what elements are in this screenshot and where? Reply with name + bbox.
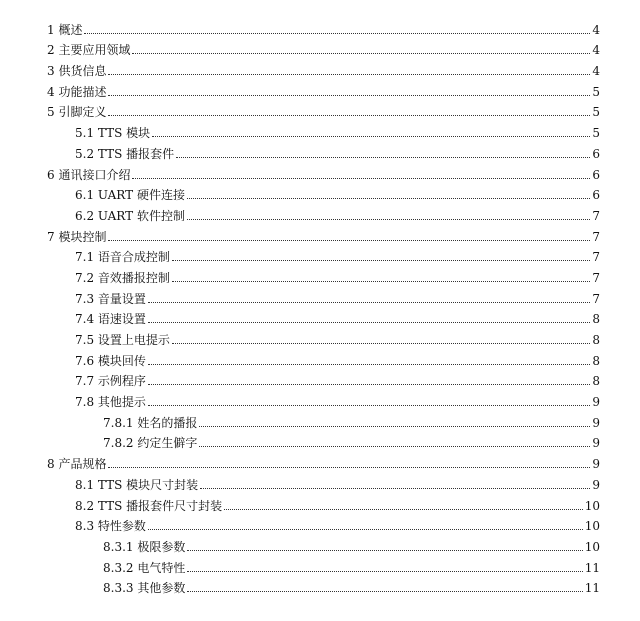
toc-entry[interactable] bbox=[0, 575, 640, 596]
toc-entry[interactable] bbox=[0, 409, 640, 430]
toc-dot-leader bbox=[187, 570, 582, 572]
toc-page-number: 7 bbox=[592, 229, 600, 244]
toc-entry-title: 8.3 特性参数 bbox=[75, 519, 146, 534]
toc-page-number: 4 bbox=[592, 22, 600, 37]
toc-dot-leader bbox=[132, 52, 590, 54]
toc-dot-leader bbox=[148, 301, 590, 303]
toc-entry[interactable] bbox=[0, 99, 640, 120]
toc-page-number: 4 bbox=[592, 64, 600, 79]
toc-entry-title: 7 模块控制 bbox=[47, 229, 107, 244]
toc-entry-title: 7.1 语音合成控制 bbox=[75, 250, 170, 265]
toc-entry-title: 7.7 示例程序 bbox=[75, 374, 146, 389]
toc-page-number: 4 bbox=[592, 43, 600, 58]
toc-page-number: 6 bbox=[592, 146, 600, 161]
toc-entry[interactable] bbox=[0, 37, 640, 58]
toc-entry-title: 3 供货信息 bbox=[47, 64, 107, 79]
toc-entry[interactable] bbox=[0, 78, 640, 99]
toc-dot-leader bbox=[187, 218, 590, 220]
toc-entry-title: 6.1 UART 硬件连接 bbox=[75, 188, 185, 203]
toc-page-number: 9 bbox=[592, 457, 600, 472]
toc-entry-title: 8.3.3 其他参数 bbox=[103, 581, 186, 596]
toc-entry-title: 7.8 其他提示 bbox=[75, 395, 146, 410]
toc-entry-title: 7.5 设置上电提示 bbox=[75, 333, 170, 347]
toc-page-number: 11 bbox=[584, 581, 600, 596]
toc-entry-title: 5.2 TTS 播报套件 bbox=[75, 146, 175, 161]
toc-entry[interactable] bbox=[0, 161, 640, 182]
toc-page-number: 7 bbox=[592, 208, 600, 223]
toc-entry[interactable] bbox=[0, 285, 640, 306]
toc-entry[interactable] bbox=[0, 450, 640, 471]
toc-entry[interactable] bbox=[0, 554, 640, 575]
toc-page-number: 6 bbox=[592, 188, 600, 203]
toc-page-number: 9 bbox=[592, 395, 600, 410]
toc-entry[interactable] bbox=[0, 223, 640, 244]
toc-dot-leader bbox=[148, 528, 583, 530]
toc-page-number: 7 bbox=[592, 291, 600, 306]
toc-entry[interactable] bbox=[0, 326, 640, 347]
toc-page-number: 7 bbox=[592, 250, 600, 265]
toc-dot-leader bbox=[187, 590, 582, 592]
toc-entry-title: 8.2 TTS 播报套件尺寸封装 bbox=[75, 498, 223, 513]
toc-dot-leader bbox=[187, 197, 590, 199]
toc-entry-title: 8.3.2 电气特性 bbox=[103, 560, 186, 575]
toc-page-number: 8 bbox=[592, 312, 600, 327]
toc-entry-title: 5.1 TTS 模块 bbox=[75, 126, 151, 141]
toc-entry-title: 7.8.2 约定生僻字 bbox=[103, 436, 198, 451]
toc-entry-title: 1 概述 bbox=[47, 22, 83, 37]
toc-entry-title: 7.3 音量设置 bbox=[75, 291, 146, 306]
toc-entry-title: 5 引脚定义 bbox=[47, 105, 107, 120]
toc-entry-title: 2 主要应用领域 bbox=[47, 43, 131, 58]
table-of-contents bbox=[0, 16, 640, 595]
toc-entry-title: 7.4 语速设置 bbox=[75, 312, 146, 327]
toc-entry[interactable] bbox=[0, 244, 640, 265]
toc-dot-leader bbox=[84, 32, 590, 34]
toc-entry[interactable] bbox=[0, 306, 640, 327]
toc-dot-leader bbox=[176, 156, 590, 158]
toc-entry[interactable] bbox=[0, 513, 640, 534]
toc-entry-title: 8.3.1 极限参数 bbox=[103, 539, 186, 554]
toc-page-number: 8 bbox=[592, 353, 600, 368]
toc-dot-leader bbox=[200, 487, 590, 489]
toc-page-number: 9 bbox=[592, 477, 600, 492]
toc-page-number: 10 bbox=[584, 519, 600, 534]
toc-dot-leader bbox=[224, 508, 583, 510]
toc-page-number: 6 bbox=[592, 167, 600, 182]
toc-entry[interactable] bbox=[0, 388, 640, 409]
toc-entry-title: 8 产品规格 bbox=[47, 457, 107, 472]
toc-entry-title: 7.2 音效播报控制 bbox=[75, 270, 170, 285]
toc-entry-title: 8.1 TTS 模块尺寸封装 bbox=[75, 477, 199, 492]
toc-dot-leader bbox=[148, 383, 590, 385]
toc-dot-leader bbox=[108, 73, 590, 75]
toc-entry[interactable] bbox=[0, 533, 640, 554]
toc-dot-leader bbox=[108, 239, 590, 241]
toc-dot-leader bbox=[108, 466, 590, 468]
toc-entry-title: 7.6 模块回传 bbox=[75, 353, 146, 368]
toc-dot-leader bbox=[148, 404, 590, 406]
toc-entry[interactable] bbox=[0, 471, 640, 492]
toc-entry[interactable] bbox=[0, 182, 640, 203]
toc-dot-leader bbox=[148, 363, 590, 365]
toc-entry[interactable] bbox=[0, 119, 640, 140]
toc-dot-leader bbox=[187, 549, 582, 551]
toc-page-number: 7 bbox=[592, 270, 600, 285]
toc-entry[interactable] bbox=[0, 430, 640, 451]
toc-entry[interactable] bbox=[0, 202, 640, 223]
toc-dot-leader bbox=[199, 445, 590, 447]
toc-entry[interactable] bbox=[0, 368, 640, 389]
toc-page-number: 10 bbox=[584, 498, 600, 513]
toc-dot-leader bbox=[132, 177, 590, 179]
toc-entry[interactable] bbox=[0, 347, 640, 368]
toc-dot-leader bbox=[108, 94, 590, 96]
toc-entry[interactable] bbox=[0, 16, 640, 37]
toc-page-number: 5 bbox=[592, 126, 600, 141]
toc-dot-leader bbox=[199, 425, 590, 427]
toc-page-number: 11 bbox=[584, 560, 600, 575]
toc-dot-leader bbox=[152, 135, 590, 137]
toc-entry-title: 7.8.1 姓名的播报 bbox=[103, 415, 198, 430]
toc-page-number: 9 bbox=[592, 436, 600, 451]
toc-page-number: 9 bbox=[592, 415, 600, 430]
toc-dot-leader bbox=[172, 342, 590, 344]
toc-dot-leader bbox=[172, 280, 590, 282]
toc-dot-leader bbox=[108, 114, 590, 116]
toc-entry-title: 4 功能描述 bbox=[47, 84, 107, 99]
toc-entry-title: 6.2 UART 软件控制 bbox=[75, 208, 185, 223]
toc-page-number: 5 bbox=[592, 84, 600, 99]
toc-entry[interactable] bbox=[0, 57, 640, 78]
toc-page-number: 10 bbox=[584, 539, 600, 554]
toc-page-number: 5 bbox=[592, 105, 600, 120]
toc-entry[interactable] bbox=[0, 492, 640, 513]
toc-page-number: 8 bbox=[592, 333, 600, 347]
toc-entry[interactable] bbox=[0, 140, 640, 161]
toc-entry-title: 6 通讯接口介绍 bbox=[47, 167, 131, 182]
toc-dot-leader bbox=[148, 321, 590, 323]
toc-entry[interactable] bbox=[0, 264, 640, 285]
toc-dot-leader bbox=[172, 259, 590, 261]
toc-page-number: 8 bbox=[592, 374, 600, 389]
